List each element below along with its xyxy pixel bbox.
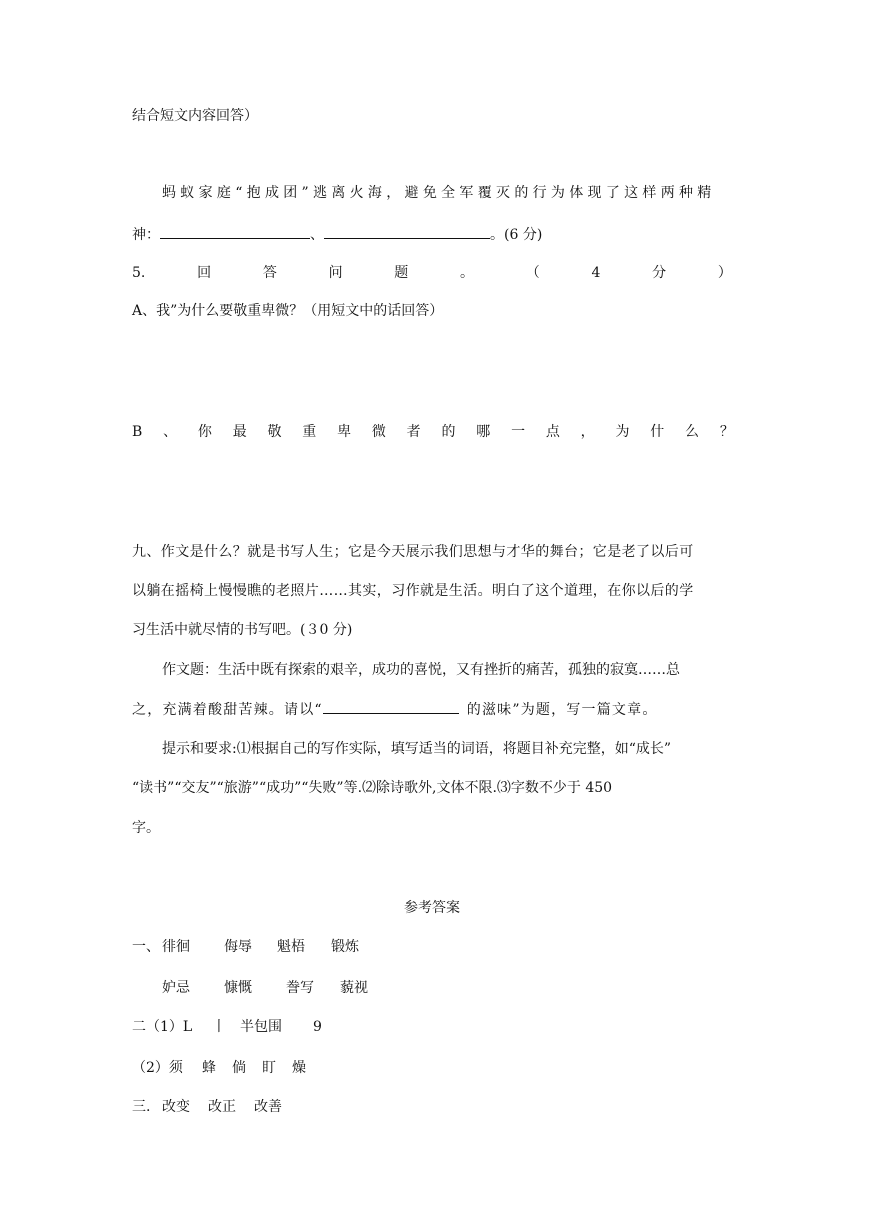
answer-1-word: 魁梧: [277, 939, 305, 955]
answer-1-word: 侮辱: [224, 939, 252, 955]
q5b-char: 你: [197, 424, 212, 440]
essay-intro-line2: 以躺在摇椅上慢慢瞧的老照片……其实，习作就是生活。明白了这个道理，在你以后的学: [132, 583, 694, 599]
answer-2-part: 蜂: [202, 1060, 216, 1076]
essay-hint-line3: 字。: [132, 820, 160, 836]
answer-1-word: 誊写: [286, 980, 314, 996]
answer-1-label: 一、: [132, 939, 160, 955]
q5b-char: 什: [650, 424, 665, 440]
q5b-char: 的: [441, 424, 456, 440]
answer-2-part: 9: [313, 1019, 322, 1035]
q5b-char: 点: [545, 424, 560, 440]
q5b-char: 为: [615, 424, 630, 440]
q4-separator: 、: [310, 227, 324, 243]
q5-char: 回: [197, 265, 212, 281]
q5b-char: 敬: [267, 424, 282, 440]
q5-part-b: [132, 422, 734, 442]
q5b-char: 哪: [476, 424, 491, 440]
answer-2-part: 燥: [292, 1060, 306, 1076]
q5b-char: B: [132, 424, 143, 440]
q4-tail: 结合短文内容回答）: [132, 108, 258, 124]
topic-suffix: 的滋味”为题，写一篇文章。: [466, 702, 658, 718]
answers-title: 参考答案: [404, 900, 460, 916]
q5b-char: ，: [580, 424, 595, 440]
answer-2-part: （2）须: [132, 1060, 183, 1076]
q5b-char: 微: [371, 424, 386, 440]
essay-hint-line1: 提示和要求:⑴根据自己的写作实际，填写适当的词语，将题目补充完整，如“成长”: [162, 741, 672, 757]
answer-2-part: 倘: [232, 1060, 246, 1076]
q5-char: 4: [591, 265, 601, 281]
q4-statement: 蚂蚁家庭“抱成团”逃离火海，避免全军覆灭的行为体现了这样两种精: [162, 185, 716, 201]
q5b-char: ？: [719, 424, 734, 440]
question-5: [132, 263, 732, 283]
answer-2-part: 丨: [212, 1019, 226, 1035]
q5b-char: 重: [302, 424, 317, 440]
q5-char: 题: [394, 265, 409, 281]
q4-score: 。(6 分): [490, 227, 543, 243]
essay-intro-line3: 习生活中就尽情的书写吧。(３0 分): [132, 622, 353, 638]
q5-char: ）: [717, 265, 732, 281]
answer-1-word: 妒忌: [162, 980, 190, 996]
answer-1-word: 慷慨: [224, 980, 252, 996]
answer-blank-1[interactable]: [160, 224, 310, 239]
answer-3-part: 改正: [208, 1099, 236, 1115]
answer-2-part: 半包围: [240, 1019, 282, 1035]
q5b-char: 者: [406, 424, 421, 440]
q5-char: 答: [262, 265, 277, 281]
q5-char: 问: [328, 265, 343, 281]
q5b-char: 一: [511, 424, 526, 440]
q5b-char: 、: [163, 424, 178, 440]
q5-char: 分: [652, 265, 667, 281]
q5-char: 5.: [132, 265, 146, 281]
q5-char: 。: [460, 265, 475, 281]
topic-prefix: 之，充满着酸甜苦辣。请以“: [132, 702, 323, 718]
answer-3-part: 三.: [132, 1099, 151, 1115]
q4-prefix: 神：: [132, 227, 160, 243]
q5b-char: 么: [685, 424, 700, 440]
essay-intro-line1: 九、作文是什么？就是书写人生；它是今天展示我们思想与才华的舞台；它是老了以后可: [132, 544, 694, 560]
q5b-char: 最: [232, 424, 247, 440]
q4-statement-line2: [132, 224, 542, 245]
answer-1-word: 徘徊: [162, 939, 190, 955]
q5b-char: 卑: [337, 424, 352, 440]
essay-topic-line1: 作文题：生活中既有探索的艰辛，成功的喜悦，又有挫折的痛苦，孤独的寂寞……总: [162, 662, 680, 678]
q5-part-a: A、我”为什么要敬重卑微？（用短文中的话回答）: [132, 303, 444, 319]
answer-1-word: 藐视: [340, 980, 368, 996]
title-blank[interactable]: [323, 699, 459, 714]
q5-char: （: [525, 265, 540, 281]
answer-2-part: 二（1）L: [132, 1019, 193, 1035]
answer-2-part: 盯: [262, 1060, 276, 1076]
answer-3-part: 改善: [254, 1099, 282, 1115]
answer-blank-2[interactable]: [324, 224, 490, 239]
answer-3-part: 改变: [162, 1099, 190, 1115]
essay-hint-line2: “读书”“交友”“旅游”“成功”“失败”等.⑵除诗歌外,文体不限.⑶字数不少于 450: [132, 780, 613, 796]
essay-topic-line2: [132, 699, 658, 720]
answer-1-word: 锻炼: [331, 939, 359, 955]
